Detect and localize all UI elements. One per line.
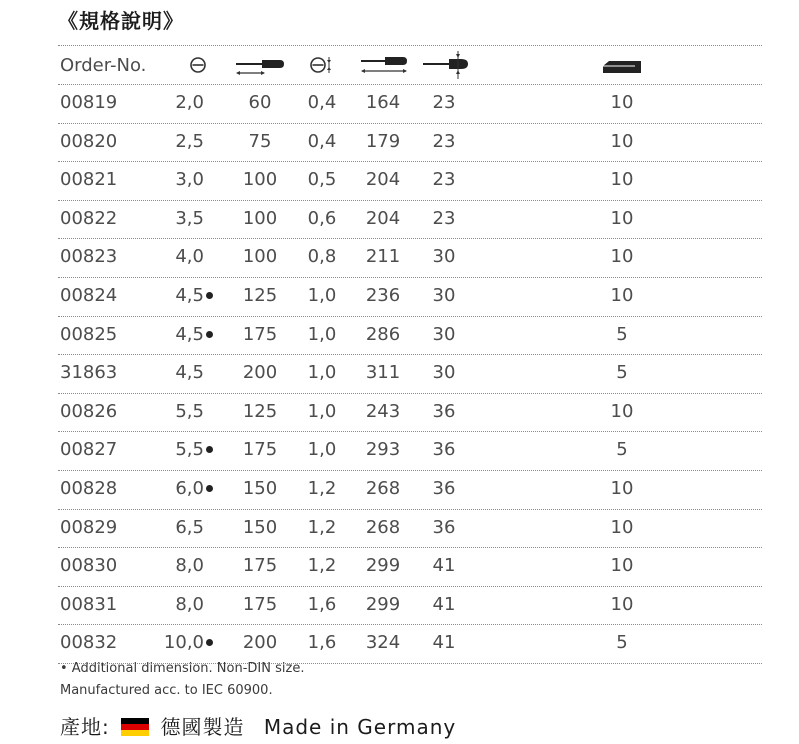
total-length-cell xyxy=(354,238,412,276)
blade-width-cell-value: 8,0 xyxy=(175,555,204,577)
blade-length-cell-value: 125 xyxy=(242,400,278,422)
blade-thickness-cell xyxy=(292,161,352,199)
blade-width-cell-value: 4,5 xyxy=(175,362,204,384)
blade-width-cell xyxy=(175,316,213,354)
total-length-cell xyxy=(354,393,412,431)
order-no-cell-value: 00822 xyxy=(60,207,118,229)
non-din-marker-icon xyxy=(206,292,213,299)
footnote-additional-dimension: • Additional dimension. Non-DIN size. xyxy=(60,661,305,676)
blade-thickness-cell-value: 1,2 xyxy=(307,516,337,538)
total-length-cell xyxy=(354,586,412,624)
packaging-unit-cell xyxy=(592,547,652,585)
packaging-unit-cell-value: 10 xyxy=(610,285,634,306)
blade-length-cell-value: 60 xyxy=(248,92,272,113)
packaging-unit-cell xyxy=(592,84,652,122)
non-din-marker-icon xyxy=(206,639,213,646)
handle-diameter-cell-value: 30 xyxy=(432,246,456,268)
table-row xyxy=(0,354,799,392)
blade-length-cell xyxy=(230,586,290,624)
packaging-unit-cell xyxy=(592,509,652,547)
order-no-cell xyxy=(60,547,117,585)
packaging-unit-cell xyxy=(592,354,652,392)
blade-length-cell xyxy=(230,431,290,469)
packaging-unit-cell-value: 5 xyxy=(616,362,628,384)
packaging-unit-cell-value: 10 xyxy=(610,246,634,268)
blade-width-cell-value: 10,0 xyxy=(163,632,204,654)
blade-thickness-cell xyxy=(292,238,352,276)
table-row xyxy=(0,84,799,122)
blade-thickness-cell xyxy=(292,354,352,392)
blade-thickness-cell-value: 1,0 xyxy=(307,323,337,345)
order-no-cell-value: 00830 xyxy=(60,555,118,577)
blade-width-cell xyxy=(175,123,213,161)
blade-width-cell-value: 8,0 xyxy=(175,593,204,615)
handle-diameter-cell xyxy=(414,547,474,585)
packaging-unit-cell xyxy=(592,393,652,431)
blade-thickness-cell xyxy=(292,84,352,122)
handle-diameter-cell xyxy=(414,624,474,662)
blade-thickness-cell xyxy=(292,200,352,238)
total-length-cell-value: 211 xyxy=(365,246,401,268)
blade-width-cell xyxy=(175,393,213,431)
blade-thickness-cell xyxy=(292,431,352,469)
origin-label: 產地: xyxy=(60,715,110,739)
total-length-cell xyxy=(354,84,412,122)
packaging-unit-cell-value: 10 xyxy=(610,478,634,499)
order-no-cell-value: 00829 xyxy=(60,516,118,538)
non-din-marker-icon xyxy=(206,331,213,338)
order-no-cell-value: 00827 xyxy=(60,439,118,461)
order-no-cell-value: 00820 xyxy=(60,130,118,152)
total-length-cell-value: 164 xyxy=(365,92,401,113)
blade-length-cell-value: 150 xyxy=(242,516,278,538)
packaging-unit-cell xyxy=(592,238,652,276)
order-no-cell xyxy=(60,123,117,161)
order-no-cell-value: 00825 xyxy=(60,323,118,345)
table-row xyxy=(0,238,799,276)
blade-length-cell-value: 100 xyxy=(242,246,278,268)
total-length-cell xyxy=(354,547,412,585)
blade-length-cell xyxy=(230,393,290,431)
country-of-origin xyxy=(60,712,456,742)
non-din-marker-icon xyxy=(206,446,213,453)
packaging-unit-cell-value: 10 xyxy=(610,207,634,229)
handle-diameter-cell xyxy=(414,586,474,624)
blade-length-icon xyxy=(234,56,286,78)
order-no-cell-value: 00819 xyxy=(60,92,118,113)
handle-diameter-cell-value: 41 xyxy=(432,593,456,615)
total-length-cell xyxy=(354,316,412,354)
table-row xyxy=(0,277,799,315)
table-row xyxy=(0,431,799,469)
order-no-cell xyxy=(60,84,117,122)
handle-diameter-cell xyxy=(414,161,474,199)
order-no-cell-value: 31863 xyxy=(60,362,118,384)
blade-length-cell-value: 175 xyxy=(242,593,278,615)
blade-thickness-cell xyxy=(292,509,352,547)
blade-width-cell xyxy=(164,624,213,662)
order-no-cell-value: 00832 xyxy=(60,632,118,654)
handle-diameter-cell-value: 30 xyxy=(432,285,456,306)
handle-diameter-cell-value: 36 xyxy=(432,478,456,499)
table-row xyxy=(0,586,799,624)
handle-diameter-cell xyxy=(414,238,474,276)
origin-country: 德國製造 xyxy=(160,715,245,739)
blade-width-cell xyxy=(175,470,213,508)
blade-thickness-cell xyxy=(292,586,352,624)
blade-length-cell xyxy=(230,547,290,585)
order-no-cell xyxy=(60,509,117,547)
handle-diameter-cell xyxy=(414,277,474,315)
packaging-unit-cell xyxy=(592,624,652,662)
handle-diameter-cell xyxy=(414,431,474,469)
total-length-cell xyxy=(354,161,412,199)
blade-length-cell xyxy=(230,277,290,315)
total-length-cell-value: 268 xyxy=(365,516,401,538)
blade-length-cell-value: 175 xyxy=(242,555,278,577)
total-length-cell-value: 204 xyxy=(365,207,401,229)
blade-width-cell xyxy=(175,84,213,122)
blade-length-cell xyxy=(230,470,290,508)
handle-diameter-cell-value: 36 xyxy=(432,439,456,461)
blade-width-cell xyxy=(175,547,213,585)
blade-length-cell-value: 75 xyxy=(248,130,272,152)
table-row xyxy=(0,200,799,238)
handle-diameter-cell-value: 41 xyxy=(432,632,456,654)
blade-thickness-cell-value: 1,0 xyxy=(307,285,337,306)
blade-thickness-cell-value: 1,0 xyxy=(307,400,337,422)
handle-diameter-cell xyxy=(414,123,474,161)
blade-width-cell xyxy=(175,586,213,624)
blade-width-cell xyxy=(175,354,213,392)
order-no-cell-value: 00828 xyxy=(60,478,118,499)
blade-width-cell-value: 4,0 xyxy=(175,246,204,268)
blade-thickness-cell xyxy=(292,277,352,315)
blade-length-cell-value: 200 xyxy=(242,362,278,384)
blade-thickness-cell xyxy=(292,393,352,431)
total-length-cell-value: 299 xyxy=(365,593,401,615)
table-row xyxy=(0,509,799,547)
blade-length-cell xyxy=(230,200,290,238)
handle-diameter-cell-value: 23 xyxy=(432,130,456,152)
table-row xyxy=(0,393,799,431)
order-no-header: Order-No. xyxy=(60,55,147,76)
blade-length-cell-value: 175 xyxy=(242,439,278,461)
packaging-unit-cell xyxy=(592,586,652,624)
order-no-cell-value: 00826 xyxy=(60,400,118,422)
blade-length-cell xyxy=(230,624,290,662)
total-length-cell xyxy=(354,277,412,315)
table-row xyxy=(0,624,799,662)
handle-diameter-cell xyxy=(414,509,474,547)
blade-length-cell-value: 200 xyxy=(242,632,278,654)
handle-diameter-cell-value: 23 xyxy=(432,92,456,113)
total-length-cell xyxy=(354,624,412,662)
blade-length-cell xyxy=(230,161,290,199)
blade-length-cell-value: 150 xyxy=(242,478,278,499)
blade-thickness-cell-value: 1,0 xyxy=(307,439,337,461)
blade-length-cell-value: 125 xyxy=(242,285,278,306)
handle-diameter-cell-value: 23 xyxy=(432,207,456,229)
total-length-cell-value: 236 xyxy=(365,285,401,306)
handle-diameter-cell xyxy=(414,393,474,431)
packaging-unit-cell-value: 5 xyxy=(616,439,628,461)
table-row xyxy=(0,547,799,585)
order-no-cell xyxy=(60,431,117,469)
blade-width-cell-value: 3,5 xyxy=(175,207,204,229)
order-no-cell-value: 00823 xyxy=(60,246,118,268)
blade-width-cell-value: 6,0 xyxy=(175,478,204,499)
blade-thickness-cell xyxy=(292,123,352,161)
packaging-unit-cell-value: 10 xyxy=(610,92,634,113)
blade-width-cell-value: 4,5 xyxy=(175,285,204,306)
germany-flag-icon xyxy=(121,718,149,736)
order-no-cell xyxy=(60,200,117,238)
blade-length-cell xyxy=(230,238,290,276)
packaging-unit-cell xyxy=(592,200,652,238)
handle-diameter-cell-value: 36 xyxy=(432,516,456,538)
packaging-unit-cell-value: 10 xyxy=(610,400,634,422)
blade-width-cell xyxy=(175,238,213,276)
table-row xyxy=(0,161,799,199)
packaging-unit-cell-value: 10 xyxy=(610,516,634,538)
blade-thickness-cell-value: 0,4 xyxy=(307,92,337,113)
blade-thickness-cell-value: 1,6 xyxy=(307,632,337,654)
handle-diameter-cell xyxy=(414,470,474,508)
handle-diameter-cell-value: 30 xyxy=(432,362,456,384)
order-no-cell xyxy=(60,161,117,199)
packaging-unit-cell-value: 10 xyxy=(610,593,634,615)
blade-length-cell-value: 100 xyxy=(242,207,278,229)
total-length-icon xyxy=(359,55,409,77)
packaging-unit-cell-value: 5 xyxy=(616,632,628,654)
blade-width-cell xyxy=(175,509,213,547)
packaging-unit-cell xyxy=(592,431,652,469)
blade-thickness-cell-value: 1,2 xyxy=(307,478,337,499)
total-length-cell xyxy=(354,431,412,469)
handle-diameter-cell xyxy=(414,84,474,122)
blade-width-cell-value: 5,5 xyxy=(175,400,204,422)
packaging-unit-cell-value: 10 xyxy=(610,169,634,191)
order-no-cell-value: 00831 xyxy=(60,593,118,615)
order-no-cell xyxy=(60,354,117,392)
packaging-unit-cell xyxy=(592,123,652,161)
total-length-cell-value: 324 xyxy=(365,632,401,654)
total-length-cell-value: 311 xyxy=(365,362,401,384)
blade-thickness-cell xyxy=(292,624,352,662)
packaging-unit-icon xyxy=(601,58,643,76)
total-length-cell-value: 204 xyxy=(365,169,401,191)
divider xyxy=(58,45,762,46)
packaging-unit-cell xyxy=(592,316,652,354)
blade-width-cell-value: 4,5 xyxy=(175,323,204,345)
table-row xyxy=(0,316,799,354)
blade-length-cell-value: 175 xyxy=(242,323,278,345)
total-length-cell xyxy=(354,354,412,392)
blade-thickness-cell-value: 0,8 xyxy=(307,246,337,268)
total-length-cell-value: 293 xyxy=(365,439,401,461)
total-length-cell xyxy=(354,509,412,547)
blade-width-cell-value: 2,0 xyxy=(175,92,204,113)
blade-length-cell xyxy=(230,123,290,161)
blade-length-cell-value: 100 xyxy=(242,169,278,191)
order-no-cell xyxy=(60,238,117,276)
handle-diameter-cell-value: 36 xyxy=(432,400,456,422)
blade-width-cell xyxy=(175,431,213,469)
blade-thickness-cell-value: 0,6 xyxy=(307,207,337,229)
handle-diameter-cell xyxy=(414,354,474,392)
total-length-cell xyxy=(354,200,412,238)
blade-length-cell xyxy=(230,509,290,547)
made-in-text: Made in Germany xyxy=(263,715,457,739)
handle-diameter-cell xyxy=(414,200,474,238)
blade-thickness-cell-value: 0,4 xyxy=(307,130,337,152)
order-no-cell xyxy=(60,277,117,315)
page-title: 《規格說明》 xyxy=(58,9,184,33)
packaging-unit-cell-value: 10 xyxy=(610,130,634,152)
handle-diameter-cell-value: 23 xyxy=(432,169,456,191)
blade-thickness-cell xyxy=(292,470,352,508)
order-no-cell xyxy=(60,316,117,354)
blade-thickness-cell-value: 1,2 xyxy=(307,555,337,577)
order-no-cell xyxy=(60,393,117,431)
blade-width-cell-value: 2,5 xyxy=(175,130,204,152)
footnote-iec: Manufactured acc. to IEC 60900. xyxy=(60,683,273,698)
total-length-cell-value: 299 xyxy=(365,555,401,577)
non-din-marker-icon xyxy=(206,485,213,492)
table-row xyxy=(0,470,799,508)
packaging-unit-cell xyxy=(592,277,652,315)
order-no-cell-value: 00821 xyxy=(60,169,118,191)
blade-thickness-icon xyxy=(309,54,335,76)
blade-length-cell xyxy=(230,84,290,122)
blade-width-cell xyxy=(175,161,213,199)
blade-thickness-cell-value: 1,0 xyxy=(307,362,337,384)
order-no-cell-value: 00824 xyxy=(60,285,118,306)
blade-thickness-cell xyxy=(292,316,352,354)
blade-length-cell xyxy=(230,316,290,354)
blade-thickness-cell xyxy=(292,547,352,585)
order-no-cell xyxy=(60,586,117,624)
packaging-unit-cell-value: 10 xyxy=(610,555,634,577)
total-length-cell xyxy=(354,470,412,508)
total-length-cell-value: 286 xyxy=(365,323,401,345)
packaging-unit-cell-value: 5 xyxy=(616,323,628,345)
total-length-cell-value: 268 xyxy=(365,478,401,499)
handle-diameter-cell-value: 30 xyxy=(432,323,456,345)
order-no-cell xyxy=(60,470,117,508)
handle-diameter-icon xyxy=(421,50,471,80)
blade-thickness-cell-value: 1,6 xyxy=(307,593,337,615)
blade-width-cell xyxy=(175,200,213,238)
blade-width-cell-value: 6,5 xyxy=(175,516,204,538)
packaging-unit-cell xyxy=(592,470,652,508)
blade-thickness-cell-value: 0,5 xyxy=(307,169,337,191)
handle-diameter-cell-value: 41 xyxy=(432,555,456,577)
blade-length-cell xyxy=(230,354,290,392)
order-no-cell xyxy=(60,624,117,662)
total-length-cell xyxy=(354,123,412,161)
table-row xyxy=(0,123,799,161)
handle-diameter-cell xyxy=(414,316,474,354)
blade-width-cell-value: 3,0 xyxy=(175,169,204,191)
blade-width-icon xyxy=(189,56,207,74)
blade-width-cell-value: 5,5 xyxy=(175,439,204,461)
blade-width-cell xyxy=(175,277,213,315)
total-length-cell-value: 179 xyxy=(365,130,401,152)
total-length-cell-value: 243 xyxy=(365,400,401,422)
packaging-unit-cell xyxy=(592,161,652,199)
